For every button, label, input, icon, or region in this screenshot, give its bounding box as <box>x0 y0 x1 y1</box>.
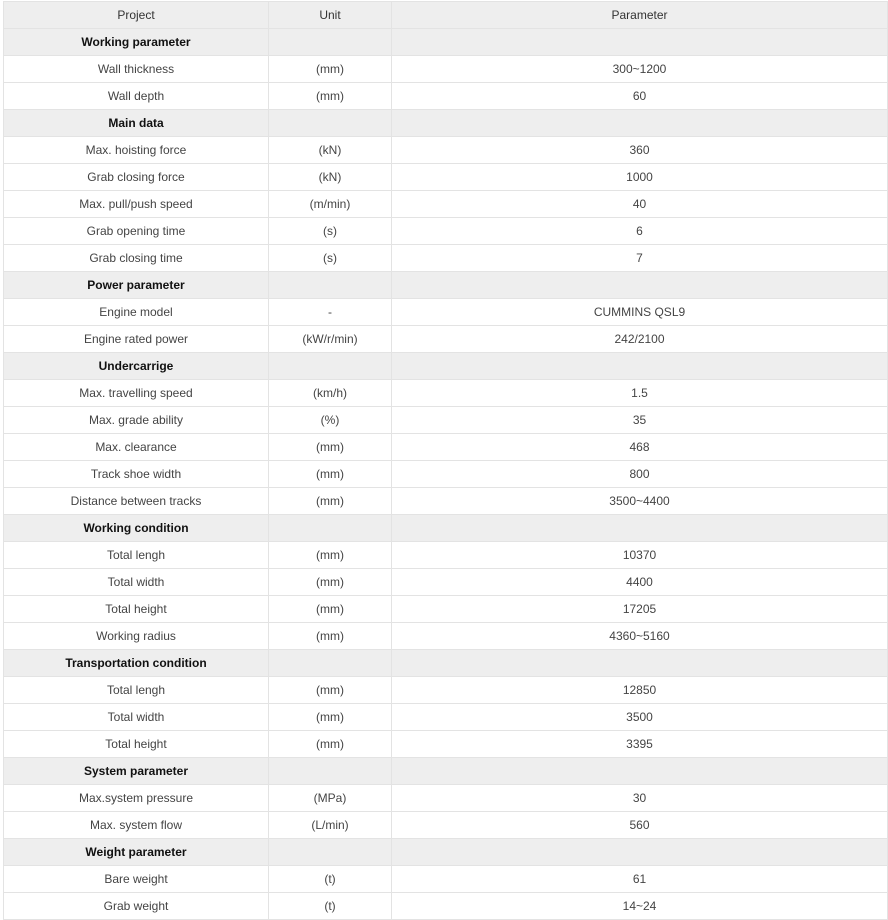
cell-parameter: 7 <box>392 245 888 272</box>
cell-unit: (kN) <box>269 164 392 191</box>
cell-project: Total width <box>4 704 269 731</box>
cell-project: Distance between tracks <box>4 488 269 515</box>
specification-table <box>3 1 888 920</box>
cell-project: Total lengh <box>4 677 269 704</box>
section-row <box>4 758 888 785</box>
table-row <box>4 56 888 83</box>
cell-parameter: 242/2100 <box>392 326 888 353</box>
table-row <box>4 461 888 488</box>
table-row <box>4 245 888 272</box>
section-row <box>4 839 888 866</box>
section-unit-empty <box>269 110 392 137</box>
cell-parameter: 3500 <box>392 704 888 731</box>
table-row <box>4 407 888 434</box>
table-row <box>4 677 888 704</box>
section-parameter-empty <box>392 839 888 866</box>
cell-unit: (mm) <box>269 596 392 623</box>
table-row <box>4 569 888 596</box>
cell-unit: (mm) <box>269 677 392 704</box>
section-row <box>4 650 888 677</box>
cell-parameter: 3395 <box>392 731 888 758</box>
cell-unit: (mm) <box>269 488 392 515</box>
cell-project: Max. travelling speed <box>4 380 269 407</box>
table-row <box>4 83 888 110</box>
section-row <box>4 110 888 137</box>
cell-parameter: 12850 <box>392 677 888 704</box>
table-row <box>4 380 888 407</box>
section-unit-empty <box>269 29 392 56</box>
cell-parameter: 14~24 <box>392 893 888 920</box>
cell-unit: (s) <box>269 218 392 245</box>
table-row <box>4 191 888 218</box>
cell-parameter: 560 <box>392 812 888 839</box>
cell-project: Max. clearance <box>4 434 269 461</box>
cell-unit: (L/min) <box>269 812 392 839</box>
cell-project: Max. hoisting force <box>4 137 269 164</box>
cell-parameter: 35 <box>392 407 888 434</box>
table-row <box>4 704 888 731</box>
cell-unit: (t) <box>269 866 392 893</box>
table-row <box>4 812 888 839</box>
section-row <box>4 272 888 299</box>
cell-unit: (mm) <box>269 704 392 731</box>
table-row <box>4 731 888 758</box>
cell-unit: (%) <box>269 407 392 434</box>
cell-parameter: 6 <box>392 218 888 245</box>
cell-unit: (mm) <box>269 434 392 461</box>
cell-unit: (km/h) <box>269 380 392 407</box>
cell-parameter: 3500~4400 <box>392 488 888 515</box>
cell-parameter: CUMMINS QSL9 <box>392 299 888 326</box>
cell-project: Bare weight <box>4 866 269 893</box>
section-row <box>4 353 888 380</box>
table-row <box>4 785 888 812</box>
header-row <box>4 2 888 29</box>
cell-unit: (mm) <box>269 569 392 596</box>
table-row <box>4 137 888 164</box>
section-title: Undercarrige <box>4 353 269 380</box>
cell-project: Grab closing force <box>4 164 269 191</box>
cell-project: Working radius <box>4 623 269 650</box>
header-project: Project <box>4 2 269 29</box>
cell-project: Engine model <box>4 299 269 326</box>
section-unit-empty <box>269 353 392 380</box>
table-header <box>4 2 888 29</box>
table-row <box>4 488 888 515</box>
section-row <box>4 29 888 56</box>
cell-parameter: 800 <box>392 461 888 488</box>
section-title: Main data <box>4 110 269 137</box>
section-title: Weight parameter <box>4 839 269 866</box>
section-parameter-empty <box>392 758 888 785</box>
section-unit-empty <box>269 650 392 677</box>
section-parameter-empty <box>392 29 888 56</box>
cell-project: Grab opening time <box>4 218 269 245</box>
table-row <box>4 893 888 920</box>
cell-parameter: 4400 <box>392 569 888 596</box>
cell-unit: (mm) <box>269 461 392 488</box>
cell-parameter: 17205 <box>392 596 888 623</box>
section-title: Transportation condition <box>4 650 269 677</box>
cell-parameter: 4360~5160 <box>392 623 888 650</box>
table-row <box>4 542 888 569</box>
section-parameter-empty <box>392 353 888 380</box>
cell-unit: (mm) <box>269 542 392 569</box>
table-row <box>4 866 888 893</box>
cell-parameter: 300~1200 <box>392 56 888 83</box>
cell-parameter: 1.5 <box>392 380 888 407</box>
cell-project: Track shoe width <box>4 461 269 488</box>
cell-parameter: 1000 <box>392 164 888 191</box>
cell-unit: - <box>269 299 392 326</box>
section-unit-empty <box>269 758 392 785</box>
section-parameter-empty <box>392 515 888 542</box>
cell-parameter: 360 <box>392 137 888 164</box>
cell-project: Max. pull/push speed <box>4 191 269 218</box>
cell-unit: (mm) <box>269 56 392 83</box>
cell-unit: (mm) <box>269 83 392 110</box>
table-row <box>4 218 888 245</box>
cell-unit: (kN) <box>269 137 392 164</box>
section-title: Working parameter <box>4 29 269 56</box>
section-parameter-empty <box>392 110 888 137</box>
cell-unit: (mm) <box>269 731 392 758</box>
header-parameter: Parameter <box>392 2 888 29</box>
cell-parameter: 61 <box>392 866 888 893</box>
section-title: Power parameter <box>4 272 269 299</box>
cell-parameter: 40 <box>392 191 888 218</box>
cell-unit: (mm) <box>269 623 392 650</box>
cell-parameter: 30 <box>392 785 888 812</box>
cell-project: Max. grade ability <box>4 407 269 434</box>
cell-project: Total width <box>4 569 269 596</box>
cell-project: Grab weight <box>4 893 269 920</box>
cell-unit: (t) <box>269 893 392 920</box>
cell-project: Grab closing time <box>4 245 269 272</box>
cell-parameter: 60 <box>392 83 888 110</box>
table-row <box>4 164 888 191</box>
header-unit: Unit <box>269 2 392 29</box>
table-row <box>4 299 888 326</box>
cell-unit: (MPa) <box>269 785 392 812</box>
cell-unit: (s) <box>269 245 392 272</box>
cell-unit: (kW/r/min) <box>269 326 392 353</box>
section-unit-empty <box>269 839 392 866</box>
table-row <box>4 326 888 353</box>
table-row <box>4 623 888 650</box>
section-unit-empty <box>269 272 392 299</box>
table-body <box>4 29 888 920</box>
cell-project: Total height <box>4 596 269 623</box>
cell-parameter: 468 <box>392 434 888 461</box>
section-parameter-empty <box>392 272 888 299</box>
cell-project: Wall thickness <box>4 56 269 83</box>
section-parameter-empty <box>392 650 888 677</box>
cell-project: Wall depth <box>4 83 269 110</box>
cell-project: Engine rated power <box>4 326 269 353</box>
section-title: System parameter <box>4 758 269 785</box>
cell-project: Max. system flow <box>4 812 269 839</box>
cell-unit: (m/min) <box>269 191 392 218</box>
table-row <box>4 434 888 461</box>
cell-project: Max.system pressure <box>4 785 269 812</box>
cell-project: Total lengh <box>4 542 269 569</box>
cell-project: Total height <box>4 731 269 758</box>
table-row <box>4 596 888 623</box>
section-title: Working condition <box>4 515 269 542</box>
section-unit-empty <box>269 515 392 542</box>
section-row <box>4 515 888 542</box>
cell-parameter: 10370 <box>392 542 888 569</box>
